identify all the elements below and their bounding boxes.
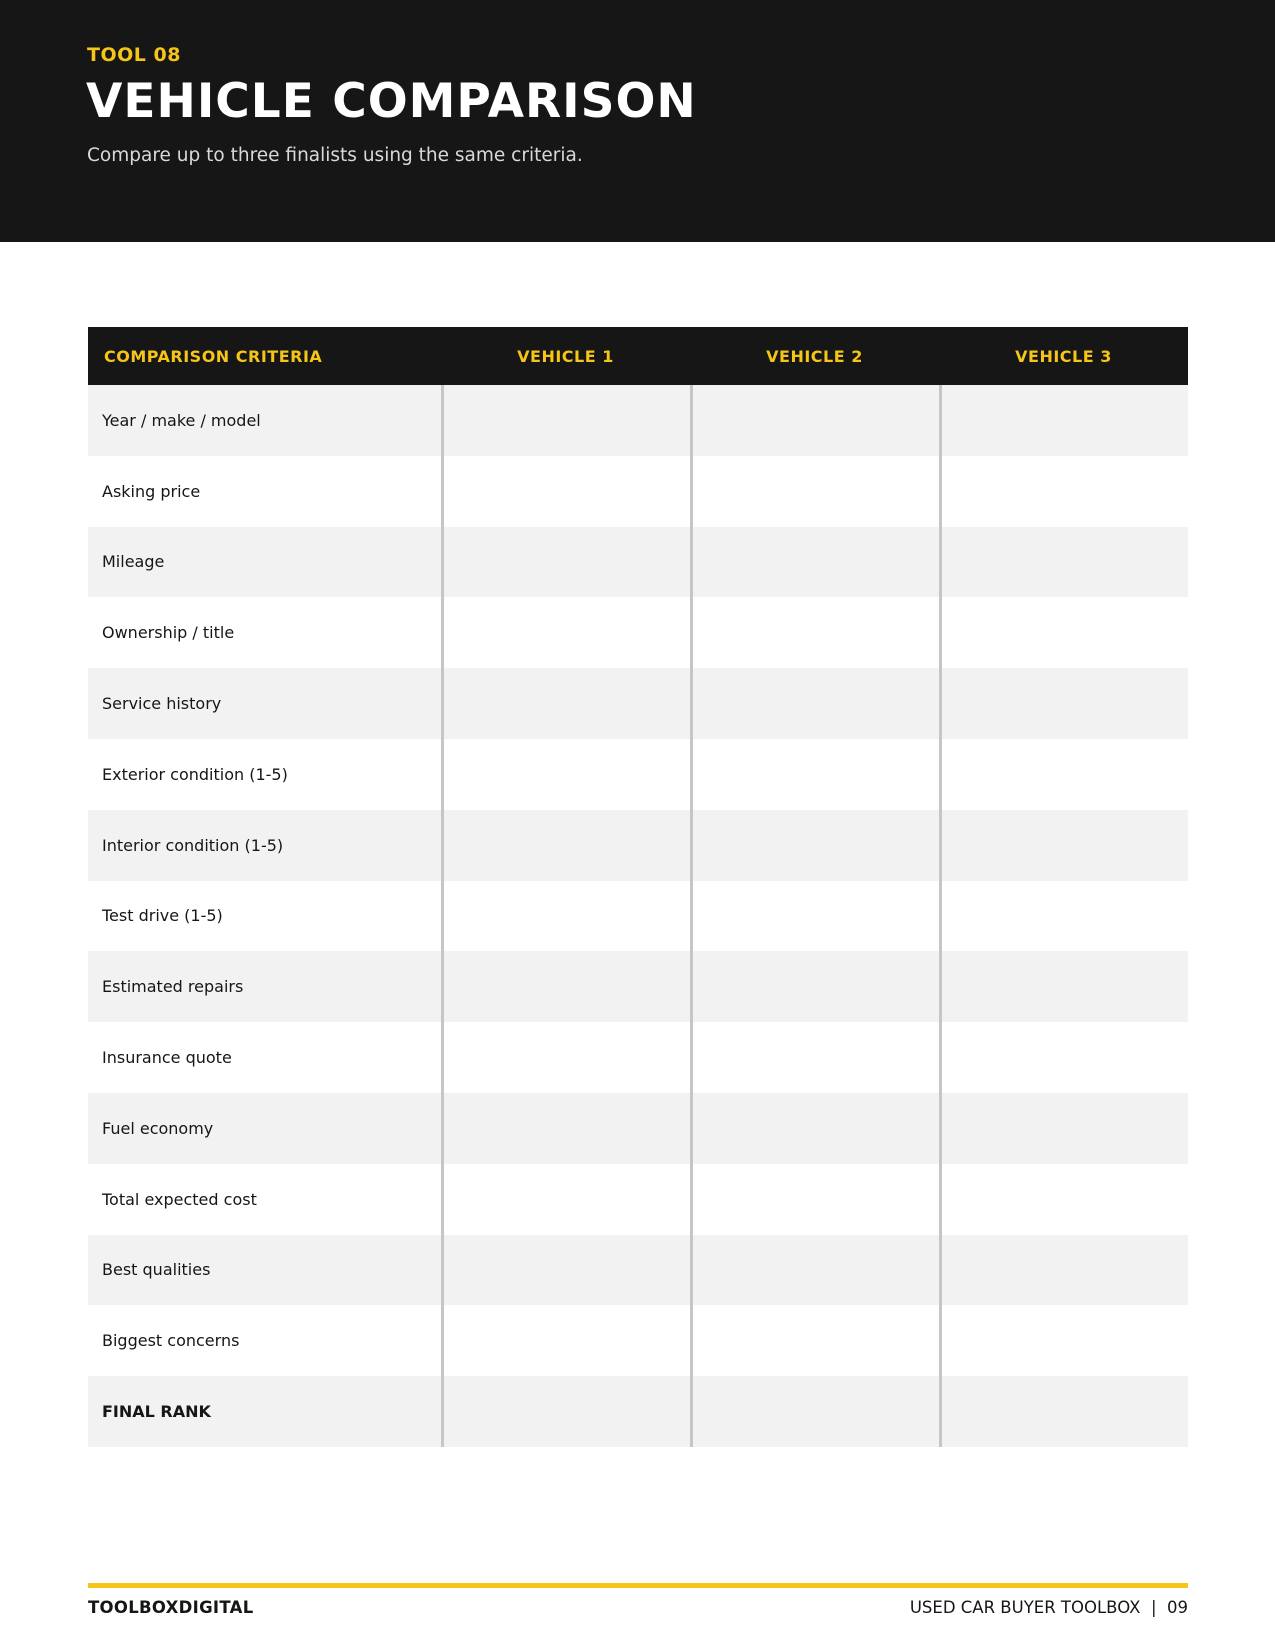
vehicle-2-entry-cell[interactable]	[690, 456, 939, 527]
vehicle-2-entry-cell[interactable]	[690, 739, 939, 810]
vehicle-2-entry-cell[interactable]	[690, 1376, 939, 1447]
vehicle-3-entry-cell[interactable]	[939, 810, 1188, 881]
criteria-label: Year / make / model	[102, 410, 261, 430]
page-number: 09	[1167, 1598, 1188, 1617]
vehicle-1-entry-cell[interactable]	[441, 456, 690, 527]
criteria-label: Best qualities	[102, 1260, 211, 1280]
vehicle-2-entry-cell[interactable]	[690, 951, 939, 1022]
table-row	[88, 1164, 1188, 1235]
vehicle-2-entry-cell[interactable]	[690, 385, 939, 456]
footer-rule	[88, 1583, 1188, 1588]
vehicle-3-entry-cell[interactable]	[939, 1022, 1188, 1093]
vehicle-2-entry-cell[interactable]	[690, 1164, 939, 1235]
criteria-label: Fuel economy	[102, 1118, 214, 1138]
page-header	[0, 0, 1275, 242]
page-title: VEHICLE COMPARISON	[86, 74, 697, 129]
vehicle-1-entry-cell[interactable]	[441, 597, 690, 668]
criteria-label: Test drive (1-5)	[102, 906, 223, 926]
table-row	[88, 385, 1188, 456]
table-row	[88, 739, 1188, 810]
vehicle-1-entry-cell[interactable]	[441, 1022, 690, 1093]
criteria-label: Biggest concerns	[102, 1331, 240, 1351]
vehicle-3-entry-cell[interactable]	[939, 951, 1188, 1022]
criteria-label: Mileage	[102, 552, 165, 572]
table-row	[88, 1305, 1188, 1376]
vehicle-1-entry-cell[interactable]	[441, 951, 690, 1022]
vehicle-3-entry-cell[interactable]	[939, 1376, 1188, 1447]
criteria-label: Ownership / title	[102, 623, 235, 643]
footer-separator: |	[1150, 1598, 1157, 1617]
vehicle-2-entry-cell[interactable]	[690, 1305, 939, 1376]
vehicle-1-entry-cell[interactable]	[441, 668, 690, 739]
table-row	[88, 1235, 1188, 1306]
footer-page-info	[910, 1598, 1188, 1617]
table-header-row	[88, 327, 1188, 385]
table-row	[88, 1093, 1188, 1164]
vehicle-3-entry-cell[interactable]	[939, 739, 1188, 810]
vehicle-2-entry-cell[interactable]	[690, 527, 939, 598]
vehicle-2-entry-cell[interactable]	[690, 810, 939, 881]
column-header-vehicle-2: VEHICLE 2	[766, 346, 863, 366]
vehicle-1-entry-cell[interactable]	[441, 739, 690, 810]
table-row	[88, 1376, 1188, 1447]
criteria-label: Interior condition (1-5)	[102, 835, 284, 855]
vehicle-2-entry-cell[interactable]	[690, 668, 939, 739]
table-row	[88, 810, 1188, 881]
vehicle-3-entry-cell[interactable]	[939, 456, 1188, 527]
vehicle-1-entry-cell[interactable]	[441, 881, 690, 952]
vehicle-3-entry-cell[interactable]	[939, 668, 1188, 739]
vehicle-3-entry-cell[interactable]	[939, 1164, 1188, 1235]
vehicle-3-entry-cell[interactable]	[939, 385, 1188, 456]
vehicle-3-entry-cell[interactable]	[939, 1305, 1188, 1376]
criteria-label: Service history	[102, 694, 222, 714]
criteria-label: Total expected cost	[102, 1189, 257, 1209]
table-body	[88, 385, 1188, 1447]
vehicle-2-entry-cell[interactable]	[690, 597, 939, 668]
vehicle-1-entry-cell[interactable]	[441, 1235, 690, 1306]
vehicle-3-entry-cell[interactable]	[939, 527, 1188, 598]
vehicle-3-entry-cell[interactable]	[939, 1235, 1188, 1306]
vehicle-1-entry-cell[interactable]	[441, 1376, 690, 1447]
vehicle-1-entry-cell[interactable]	[441, 385, 690, 456]
criteria-label: FINAL RANK	[102, 1402, 211, 1422]
vehicle-3-entry-cell[interactable]	[939, 597, 1188, 668]
table-row	[88, 527, 1188, 598]
page-subtitle: Compare up to three finalists using the same criteria.	[87, 145, 583, 166]
vehicle-1-entry-cell[interactable]	[441, 527, 690, 598]
tool-label: TOOL 08	[87, 44, 181, 66]
footer-doc-title: USED CAR BUYER TOOLBOX	[909, 1598, 1141, 1617]
vehicle-2-entry-cell[interactable]	[690, 1093, 939, 1164]
column-header-vehicle-3: VEHICLE 3	[1015, 346, 1112, 366]
table-row	[88, 668, 1188, 739]
vehicle-3-entry-cell[interactable]	[939, 1093, 1188, 1164]
vehicle-2-entry-cell[interactable]	[690, 1235, 939, 1306]
vehicle-1-entry-cell[interactable]	[441, 1093, 690, 1164]
footer-brand: TOOLBOXDIGITAL	[88, 1598, 254, 1617]
vehicle-2-entry-cell[interactable]	[690, 1022, 939, 1093]
vehicle-1-entry-cell[interactable]	[441, 1164, 690, 1235]
criteria-label: Exterior condition (1-5)	[102, 764, 288, 784]
criteria-label: Asking price	[102, 481, 201, 501]
vehicle-1-entry-cell[interactable]	[441, 810, 690, 881]
criteria-label: Estimated repairs	[102, 977, 244, 997]
vehicle-2-entry-cell[interactable]	[690, 881, 939, 952]
table-row	[88, 456, 1188, 527]
table-row	[88, 951, 1188, 1022]
comparison-table	[88, 327, 1188, 1447]
table-row	[88, 1022, 1188, 1093]
vehicle-1-entry-cell[interactable]	[441, 1305, 690, 1376]
column-header-criteria: COMPARISON CRITERIA	[104, 346, 323, 366]
column-header-vehicle-1: VEHICLE 1	[517, 346, 614, 366]
table-row	[88, 881, 1188, 952]
table-row	[88, 597, 1188, 668]
vehicle-3-entry-cell[interactable]	[939, 881, 1188, 952]
criteria-label: Insurance quote	[102, 1048, 232, 1068]
